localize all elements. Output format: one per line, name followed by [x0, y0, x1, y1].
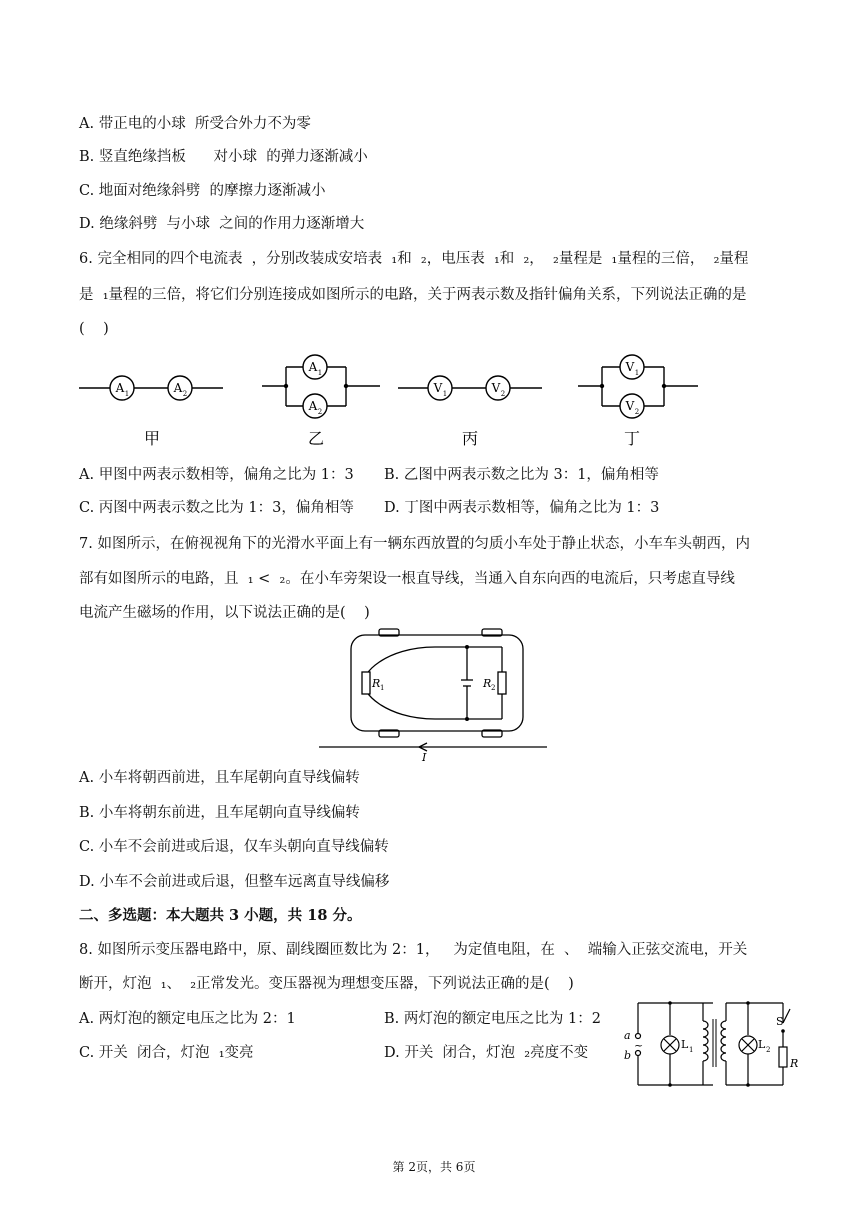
q6-option-a: A. 甲图中两表示数相等，偏角之比为 1：3 [79, 467, 354, 483]
q6-stem-line2: 是 ₁量程的三倍，将它们分别连接成如图所示的电路，关于两表示数及指针偏角关系，下列说法正确的是 [79, 287, 747, 303]
meter-a2-letter: A [173, 381, 183, 395]
q5-option-d: D. 绝缘斜劈 与小球 之间的作用力逐渐增大 [79, 216, 365, 232]
q7-car-circuit-figure [315, 625, 555, 765]
q7-option-b: B. 小车将朝东前进，且车尾朝向直导线偏转 [79, 805, 360, 821]
lamp-l1-sub: 1 [689, 1046, 694, 1054]
switch-s-label: S [776, 1015, 784, 1028]
meter-v1-parallel-sub: 1 [634, 369, 640, 377]
meter-v2-letter: V [491, 381, 501, 395]
q7-option-c: C. 小车不会前进或后退，仅车头朝向直导线偏转 [79, 839, 389, 855]
q8-stem-line1: 8. 如图所示变压器电路中，原、副线圈匝数比为 2：1， 为定值电阻，在 、 端输入正弦交流电，开关 [79, 942, 748, 958]
q8-option-a: A. 两灯泡的额定电压之比为 2：1 [79, 1011, 296, 1027]
fig-label-yi: 乙 [307, 429, 325, 448]
q7-option-a: A. 小车将朝西前进，且车尾朝向直导线偏转 [79, 770, 360, 786]
q6-meter-circuits-figure [70, 350, 710, 455]
lamp-l2-sub: 2 [766, 1046, 771, 1054]
q8-option-d: D. 开关 闭合，灯泡 ₂亮度不变 [384, 1045, 589, 1061]
fig-label-bing: 丙 [461, 429, 479, 448]
q6-option-b: B. 乙图中两表示数之比为 3：1，偏角相等 [384, 467, 659, 483]
meter-a1-sub: 1 [124, 390, 130, 398]
q7-stem-line2: 部有如图所示的电路，且 ₁ < ₂。在小车旁架设一根直导线，当通入自东向西的电流后，只考虑直导线 [79, 571, 735, 587]
meter-v1-parallel-letter: V [625, 360, 635, 374]
meter-v2-parallel-letter: V [625, 399, 635, 413]
page-footer: 第 2页，共 6页 [392, 1160, 476, 1174]
q5-option-c: C. 地面对绝缘斜劈 的摩擦力逐渐减小 [79, 183, 326, 199]
q7-stem-line3: 电流产生磁场的作用，以下说法正确的是( ) [79, 605, 370, 621]
resistor-r1-sub: 1 [380, 684, 385, 692]
meter-a2-parallel-letter: A [308, 399, 318, 413]
q6-stem-line1: 6. 完全相同的四个电流表 ，分别改装成安培表 ₁和 ₂，电压表 ₁和 ₂， ₂量程是 ₁量程的三倍， ₂量程 [79, 251, 749, 267]
meter-v1-letter: V [433, 381, 443, 395]
meter-v1-sub: 1 [442, 390, 448, 398]
meter-a1-parallel-sub: 1 [317, 369, 323, 377]
q7-stem-line1: 7. 如图所示，在俯视视角下的光滑水平面上有一辆东西放置的匀质小车处于静止状态，小车车头朝西，内 [79, 536, 750, 552]
lamp-l2-label: L [758, 1038, 766, 1051]
q8-option-c: C. 开关 闭合，灯泡 ₁变亮 [79, 1045, 254, 1061]
q8-transformer-figure [618, 995, 808, 1090]
q6-option-d: D. 丁图中两表示数相等，偏角之比为 1：3 [384, 500, 660, 516]
meter-a2-parallel-sub: 2 [317, 408, 323, 416]
q8-option-b: B. 两灯泡的额定电压之比为 1：2 [384, 1011, 601, 1027]
meter-a1-letter: A [115, 381, 125, 395]
q6-stem-line3: ( ) [79, 321, 109, 337]
terminal-b-label: b [624, 1049, 632, 1062]
q5-option-b: B. 竖直绝缘挡板 对小球 的弹力逐渐减小 [79, 149, 368, 165]
section-heading-multiple-choice: 二、多选题：本大题共 3 小题，共 18 分。 [79, 907, 362, 924]
resistor-r2-label: R [483, 677, 492, 690]
current-label: I [422, 751, 427, 764]
q8-stem-line2: 断开，灯泡 ₁、 ₂正常发光。变压器视为理想变压器，下列说法正确的是( ) [79, 976, 574, 992]
resistor-r2-sub: 2 [491, 684, 496, 692]
resistor-r-label: R [790, 1057, 799, 1070]
ac-source-tilde: ~ [634, 1039, 644, 1052]
lamp-l1-label: L [681, 1038, 689, 1051]
meter-a2-sub: 2 [182, 390, 188, 398]
resistor-r1-label: R [372, 677, 381, 690]
terminal-a-label: a [624, 1029, 631, 1042]
meter-v2-parallel-sub: 2 [634, 408, 640, 416]
fig-label-ding: 丁 [623, 429, 641, 448]
q7-option-d: D. 小车不会前进或后退，但整车远离直导线偏移 [79, 874, 390, 890]
fig-label-jia: 甲 [143, 429, 161, 448]
meter-v2-sub: 2 [500, 390, 506, 398]
q5-option-a: A. 带正电的小球 所受合外力不为零 [79, 116, 311, 132]
meter-a1-parallel-letter: A [308, 360, 318, 374]
q6-option-c: C. 丙图中两表示数之比为 1：3，偏角相等 [79, 500, 354, 516]
